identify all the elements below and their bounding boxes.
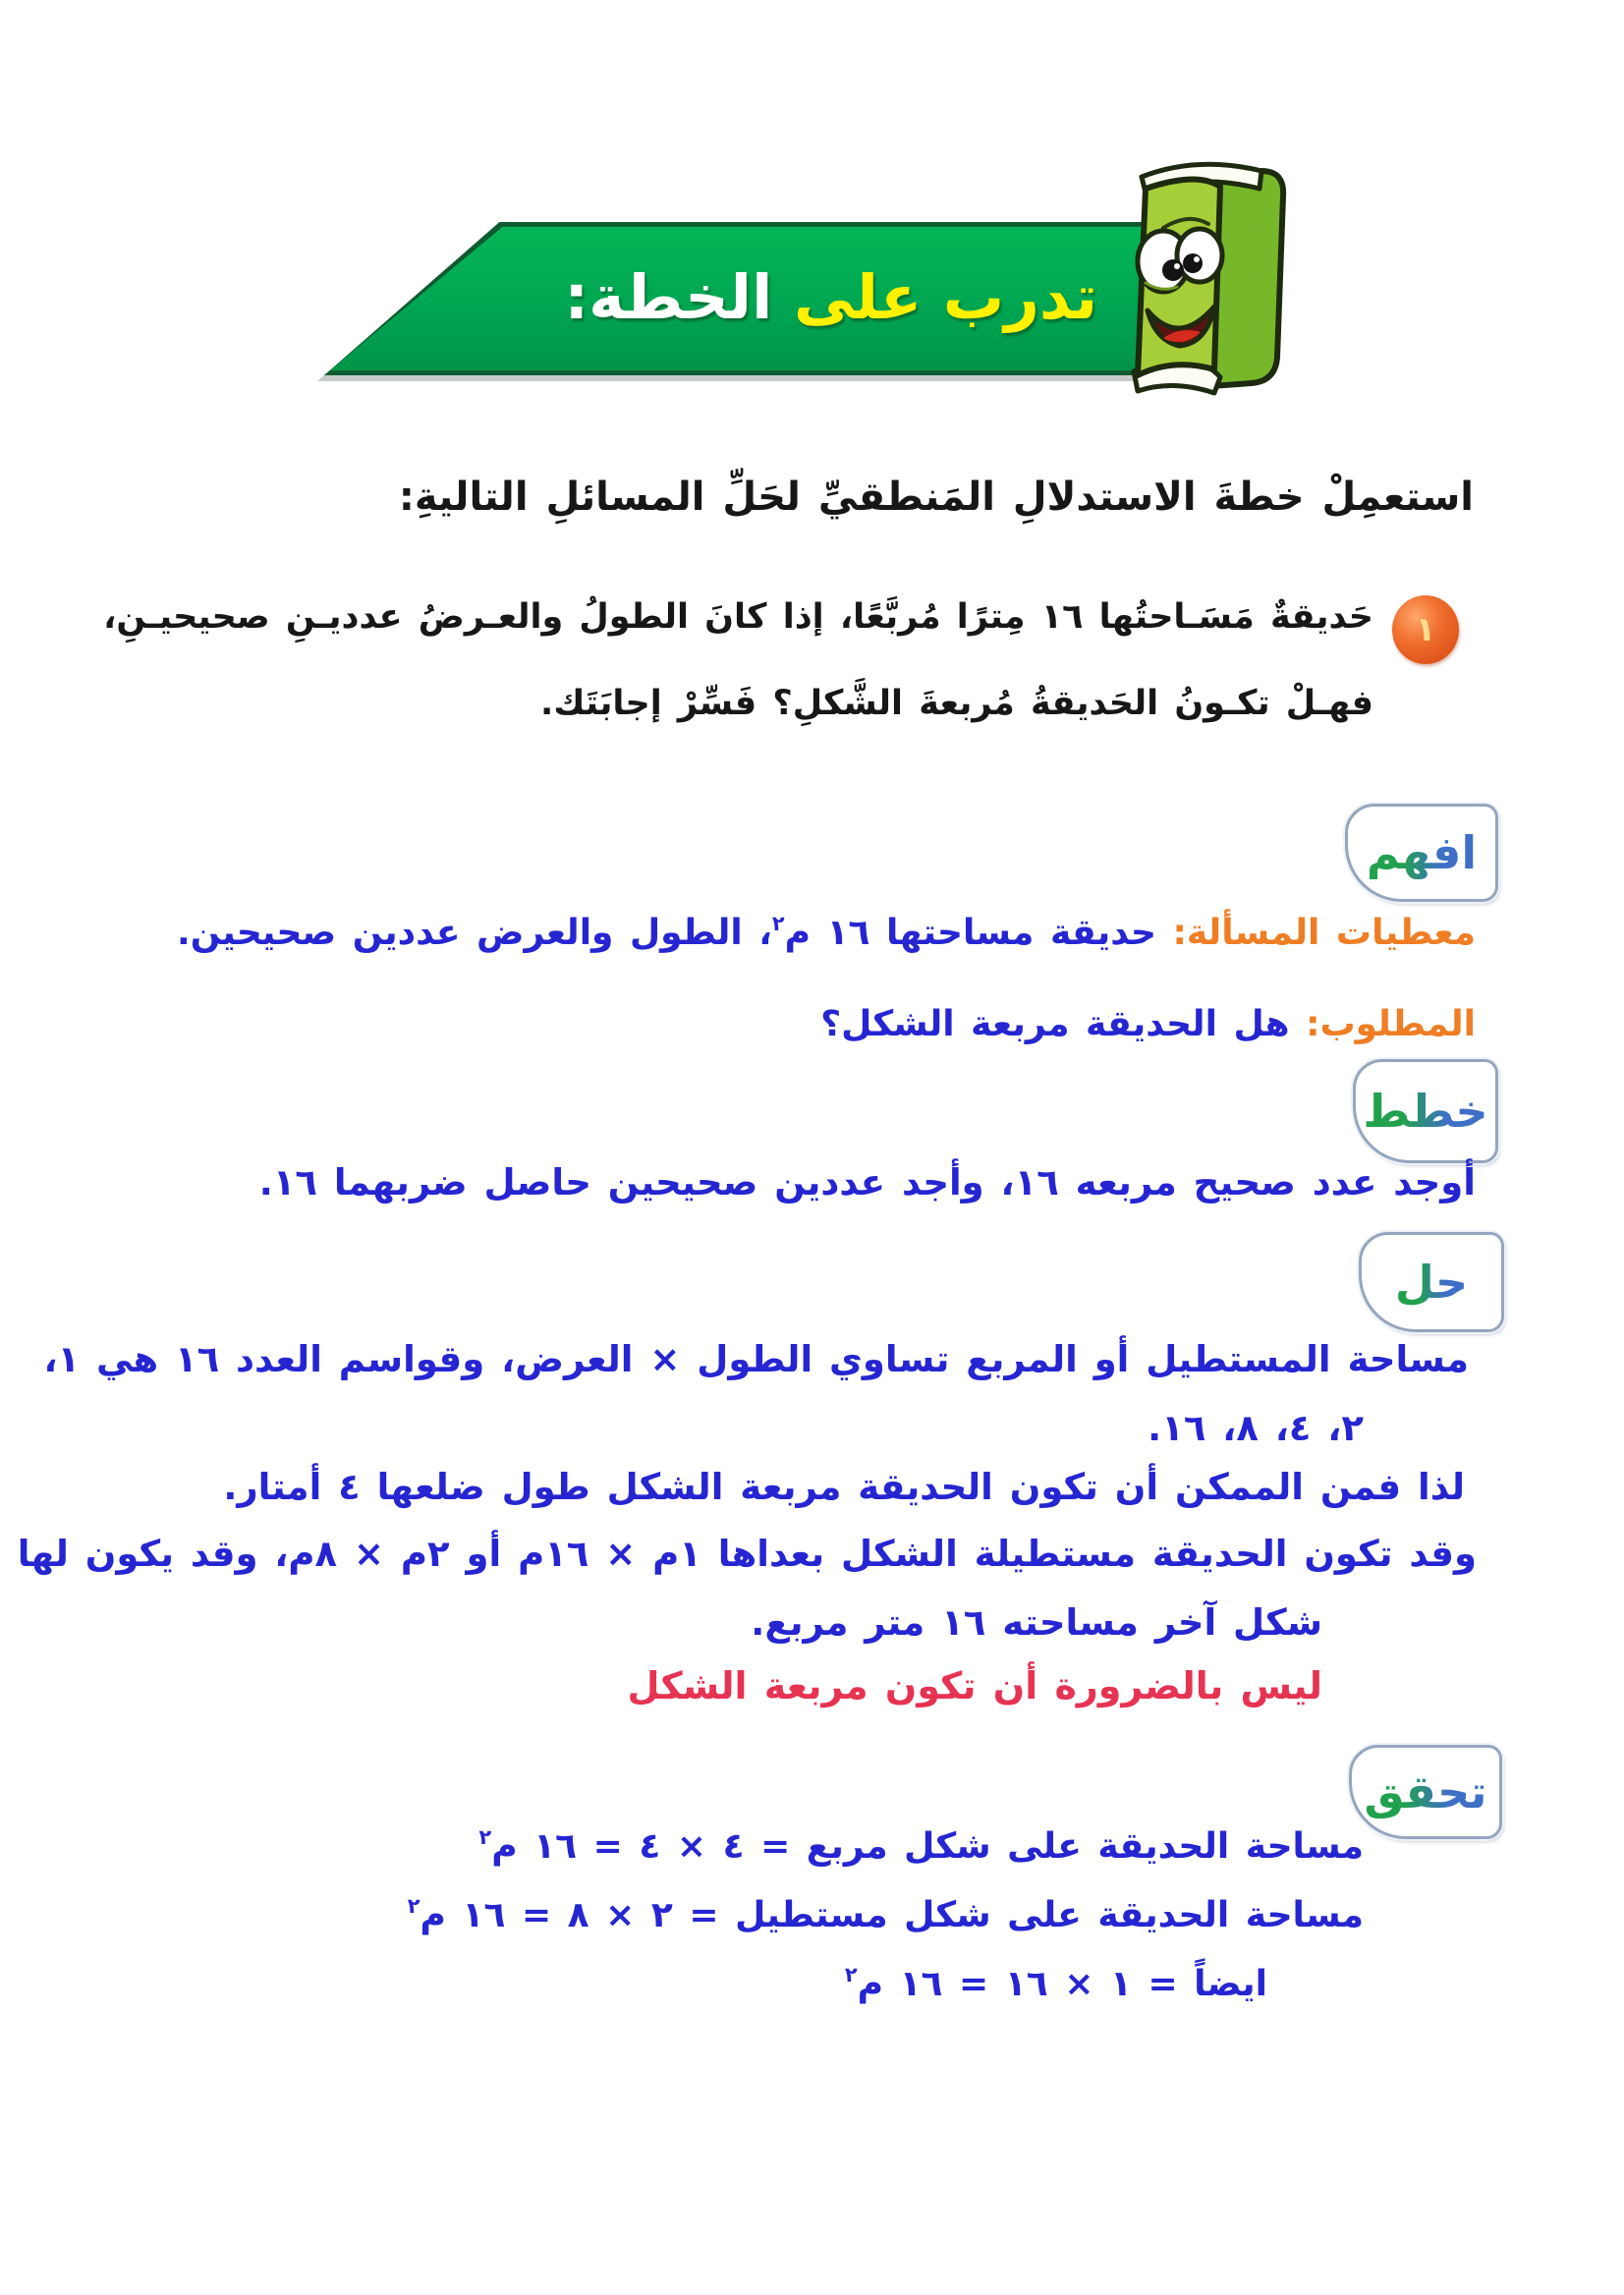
check-equation-3 [845, 1963, 1267, 2004]
section-plate-check [1349, 1745, 1502, 1839]
required-label: المطلوب: [1306, 1004, 1476, 1044]
smiling-book-mascot-icon [1104, 145, 1297, 409]
plan-text: أوجد عدد صحيح مربعه ١٦، وأجد عددين صحيحين حاصل ضربهما ١٦. [258, 1161, 1476, 1203]
solve-red-note: ليس بالضرورة أن تكون مربعة الشكل [627, 1664, 1322, 1707]
problem-text-line1: حَديقةٌ مَسَـاحتُها ١٦ مِترًا مُربَّعًا، إذا كانَ الطولُ والعـرضُ عدديـنِ صحيحيـنِ، [103, 597, 1373, 637]
solve-line4: وقد تكون الحديقة مستطيلة الشكل بعداها ١م × ١٦م أو ٢م × ٨م، وقد يكون لها [17, 1533, 1477, 1575]
understand-label: افهم [1366, 826, 1478, 879]
check-equation-2-text: مساحة الحديقة على شكل مستطيل = ٢ × ٨ = ١٦ م [420, 1895, 1364, 1935]
check-equation-3-text: ايضاً = ١ × ١٦ = ١٦ م [857, 1964, 1267, 2004]
banner-title-part2: الخطة: [564, 261, 773, 334]
check-equation-3-superscript: ٢ [844, 1963, 858, 1987]
check-equation-1-text: مساحة الحديقة على شكل مربع = ٤ × ٤ = ١٦ م [491, 1826, 1364, 1867]
given-line [177, 912, 1476, 953]
banner-title [564, 261, 1097, 333]
section-plate-plan [1353, 1059, 1498, 1163]
problem-number-badge [1392, 595, 1459, 664]
check-equation-2 [408, 1894, 1364, 1935]
section-plate-solve [1359, 1232, 1504, 1332]
solve-label: حل [1394, 1256, 1469, 1309]
solve-line2: ٢، ٤، ٨، ١٦. [1148, 1407, 1364, 1449]
solve-line5: شكل آخر مساحته ١٦ متر مربع. [751, 1601, 1322, 1644]
given-text-rest: ، الطول والعرض عددين صحيحين. [177, 913, 772, 953]
check-label: تحقق [1364, 1765, 1487, 1819]
solve-line1: مساحة المستطيل أو المربع تساوي الطول × العرض، وقواسم العدد ١٦ هي ١، [43, 1338, 1469, 1380]
check-equation-2-superscript: ٢ [407, 1894, 420, 1918]
given-text: حديقة مساحتها ١٦ م [784, 913, 1156, 953]
practice-banner [324, 222, 1223, 375]
given-label: معطيات المسألة: [1172, 913, 1476, 953]
check-equation-1-superscript: ٢ [478, 1825, 492, 1849]
required-text: هل الحديقة مربعة الشكل؟ [820, 1004, 1290, 1044]
problem-number: ١ [1415, 610, 1436, 649]
plan-label: خطط [1363, 1085, 1488, 1138]
intro-instruction: استعمِلْ خطةَ الاستدلالِ المَنطقيِّ لحَلِّ المسائلِ التاليةِ: [398, 475, 1474, 520]
check-equation-1 [479, 1825, 1364, 1867]
required-line [820, 1004, 1476, 1044]
banner-title-part1: تدرب على [793, 261, 1097, 334]
solve-line3: لذا فمن الممكن أن تكون الحديقة مربعة الشكل طول ضلعها ٤ أمتار. [223, 1466, 1465, 1508]
problem-text-line2: فهـلْ تكـونُ الحَديقةُ مُربعةَ الشَّكلِ؟ فَسِّرْ إجابَتَك. [540, 684, 1373, 723]
given-superscript: ٢ [771, 912, 785, 935]
section-plate-understand [1345, 804, 1498, 902]
